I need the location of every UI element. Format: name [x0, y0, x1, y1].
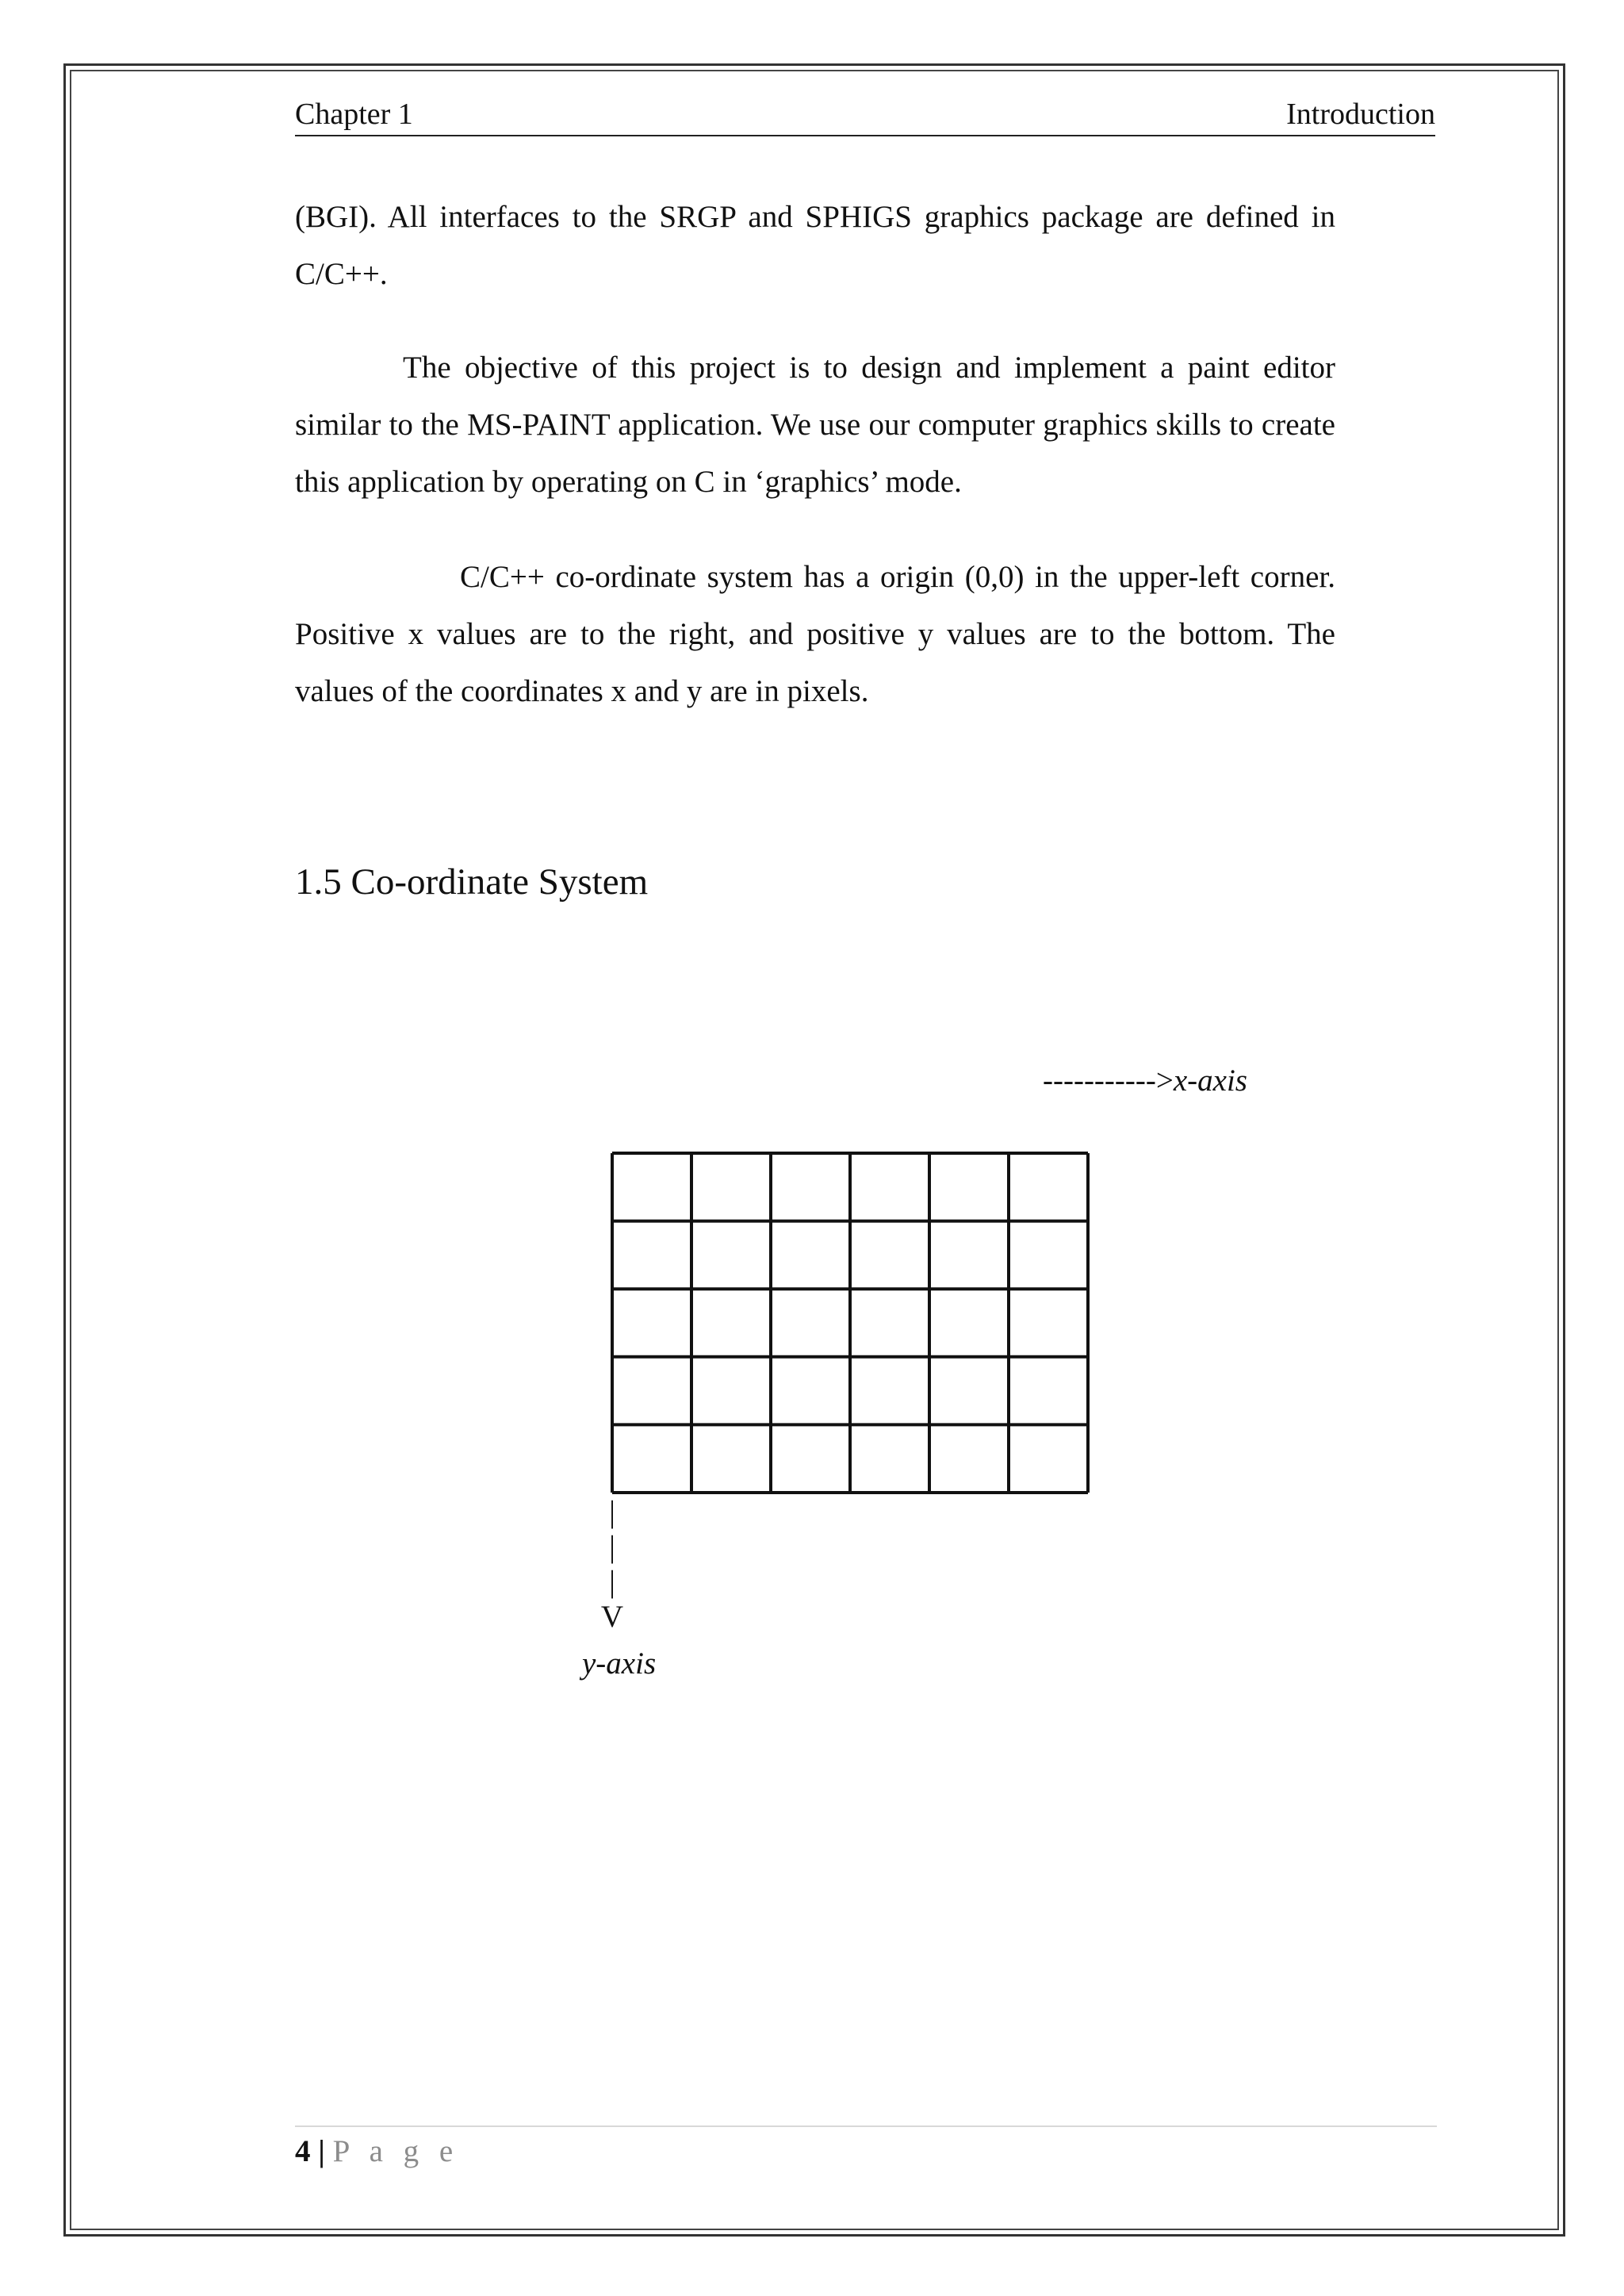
coordinate-grid	[611, 1152, 1090, 1494]
y-axis-label: y-axis	[582, 1646, 657, 1681]
section-title: 1.5 Co-ordinate System	[295, 861, 649, 903]
header-chapter: Chapter 1	[295, 98, 413, 131]
header-section: Introduction	[1286, 98, 1435, 131]
page-footer	[295, 2133, 459, 2169]
x-axis-label	[1043, 1063, 1247, 1098]
y-axis-arrow	[599, 1495, 625, 1635]
page-word: P a g e	[332, 2134, 460, 2168]
footer-separator: |	[318, 2134, 325, 2168]
paragraph-coordinate-system: C/C++ co-ordinate system has a origin (0,0) in the upper-left corner. Positive x values are to the right, and positive y values are to the bottom. The values of the coordinates x and y are in pixels.	[295, 560, 1335, 708]
y-arrow-line: |	[609, 1495, 615, 1529]
paragraph-objective: The objective of this project is to design and implement a paint editor similar to the MS-PAINT application. We use our computer graphics skills to create this application by operating on C in ‘graphics’ mode.	[295, 351, 1335, 499]
page-header	[295, 97, 1435, 136]
y-arrow-line: |	[609, 1565, 615, 1599]
x-axis-name: x-axis	[1173, 1064, 1247, 1098]
y-arrow-head: V	[600, 1600, 624, 1634]
y-arrow-line: |	[609, 1530, 615, 1564]
page-number: 4	[295, 2134, 311, 2168]
paragraph-bgi: (BGI). All interfaces to the SRGP and SPHIGS graphics package are defined in C/C++.	[295, 200, 1335, 291]
footer-rule	[295, 2125, 1437, 2127]
x-axis-arrow: ----------->	[1043, 1064, 1174, 1098]
